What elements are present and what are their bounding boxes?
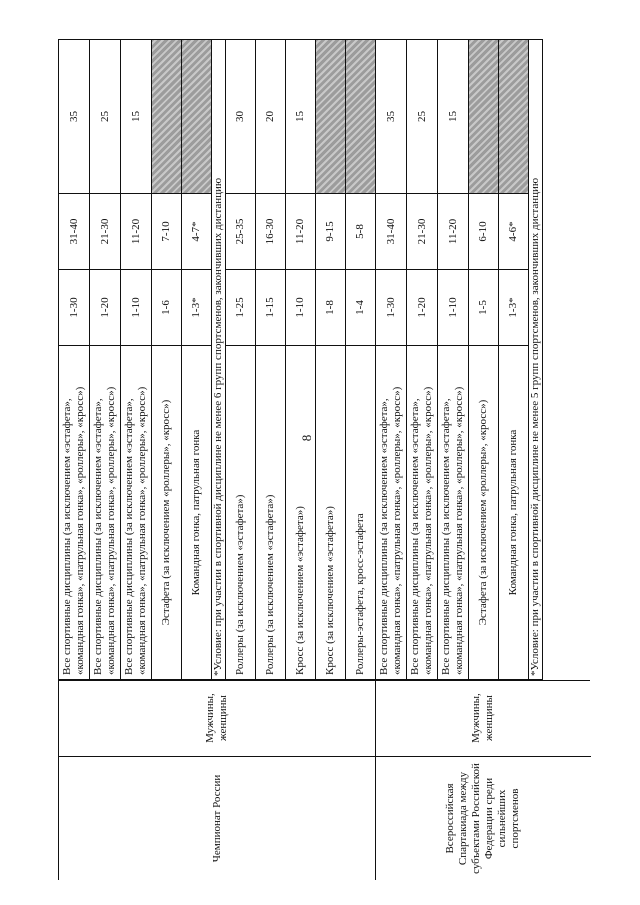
value-cell: 25 bbox=[90, 40, 121, 194]
places-a-cell: 1-30 bbox=[376, 270, 407, 346]
event-column bbox=[58, 680, 590, 880]
table-row bbox=[152, 40, 182, 680]
places-a-cell: 1-10 bbox=[286, 270, 316, 346]
places-b-cell: 11-20 bbox=[438, 194, 469, 270]
shaded-value-cell bbox=[182, 40, 212, 194]
table-row bbox=[499, 40, 529, 680]
shaded-value-cell bbox=[346, 40, 376, 194]
table-row bbox=[376, 40, 407, 680]
event-name-2: Всероссийская Спартакиада между субъектами Российской Федерации среди сильнейших спортсменов bbox=[375, 756, 591, 880]
discipline-cell: Все спортивные дисциплины (за исключением «эстафета», «командная гонка», «патрульная гонка», «роллеры», «кросс») bbox=[59, 346, 90, 680]
places-b-cell: 11-20 bbox=[121, 194, 152, 270]
table-row bbox=[286, 40, 316, 680]
discipline-cell: Все спортивные дисциплины (за исключением «эстафета», «командная гонка», «патрульная гонка», «роллеры», «кросс») bbox=[121, 346, 152, 680]
places-a-cell: 1-20 bbox=[407, 270, 438, 346]
rotated-page-content bbox=[58, 40, 590, 880]
value-cell: 35 bbox=[376, 40, 407, 194]
places-a-cell: 1-10 bbox=[121, 270, 152, 346]
value-cell: 30 bbox=[226, 40, 256, 194]
qualification-table bbox=[58, 40, 590, 880]
places-a-cell: 1-3* bbox=[182, 270, 212, 346]
value-cell: 35 bbox=[59, 40, 90, 194]
places-a-cell: 1-10 bbox=[438, 270, 469, 346]
discipline-cell: Все спортивные дисциплины (за исключением «эстафета», «командная гонка», «патрульная гонка», «роллеры», «кросс») bbox=[90, 346, 121, 680]
discipline-cell: Командная гонка, патрульная гонка bbox=[182, 346, 212, 680]
table-row bbox=[469, 40, 499, 680]
discipline-cell: Эстафета (за исключением «роллеры», «кросс») bbox=[469, 346, 499, 680]
places-b-cell: 7-10 bbox=[152, 194, 182, 270]
condition-note: *Условие: при участии в спортивной дисциплине не менее 5 групп спортсменов, закончивших дистанцию bbox=[529, 40, 543, 680]
places-b-cell: 31-40 bbox=[376, 194, 407, 270]
table-row bbox=[346, 40, 376, 680]
places-b-cell: 6-10 bbox=[469, 194, 499, 270]
places-b-cell: 31-40 bbox=[59, 194, 90, 270]
places-b-cell: 21-30 bbox=[407, 194, 438, 270]
discipline-table bbox=[58, 39, 543, 680]
condition-row bbox=[529, 40, 543, 680]
condition-row bbox=[212, 40, 226, 680]
table-row bbox=[182, 40, 212, 680]
places-a-cell: 1-15 bbox=[256, 270, 286, 346]
discipline-cell: Все спортивные дисциплины (за исключением «эстафета», «командная гонка», «патрульная гонка», «роллеры», «кросс») bbox=[407, 346, 438, 680]
discipline-cell: Роллеры-эстафета, кросс-эстафета bbox=[346, 346, 376, 680]
condition-note: *Условие: при участии в спортивной дисциплине не менее 6 групп спортсменов, закончивших дистанцию bbox=[212, 40, 226, 680]
page-number: 8 bbox=[299, 434, 314, 442]
places-b-cell: 5-8 bbox=[346, 194, 376, 270]
places-a-cell: 1-6 bbox=[152, 270, 182, 346]
places-a-cell: 1-30 bbox=[59, 270, 90, 346]
discipline-cell: Кросс (за исключением «эстафета») bbox=[286, 346, 316, 680]
places-b-cell: 4-7* bbox=[182, 194, 212, 270]
shaded-value-cell bbox=[499, 40, 529, 194]
value-cell: 15 bbox=[121, 40, 152, 194]
gender-2: Мужчины, женщины bbox=[470, 693, 495, 743]
table-row bbox=[407, 40, 438, 680]
discipline-cell: Командная гонка, патрульная гонка bbox=[499, 346, 529, 680]
places-a-cell: 1-5 bbox=[469, 270, 499, 346]
table-row bbox=[121, 40, 152, 680]
places-b-cell: 4-6* bbox=[499, 194, 529, 270]
places-a-cell: 1-20 bbox=[90, 270, 121, 346]
discipline-cell: Эстафета (за исключением «роллеры», «кросс») bbox=[152, 346, 182, 680]
discipline-cell: Роллеры (за исключением «эстафета») bbox=[226, 346, 256, 680]
shaded-value-cell bbox=[316, 40, 346, 194]
table-row bbox=[226, 40, 256, 680]
value-cell: 20 bbox=[256, 40, 286, 194]
event-name-1: Чемпионат России bbox=[59, 756, 375, 880]
places-a-cell: 1-4 bbox=[346, 270, 376, 346]
table-row bbox=[59, 40, 90, 680]
places-a-cell: 1-25 bbox=[226, 270, 256, 346]
value-cell: 15 bbox=[438, 40, 469, 194]
places-b-cell: 16-30 bbox=[256, 194, 286, 270]
discipline-cell: Все спортивные дисциплины (за исключением «эстафета», «командная гонка», «патрульная гонка», «роллеры», «кросс») bbox=[438, 346, 469, 680]
table-row bbox=[90, 40, 121, 680]
places-a-cell: 1-3* bbox=[499, 270, 529, 346]
value-cell: 15 bbox=[286, 40, 316, 194]
places-b-cell: 21-30 bbox=[90, 194, 121, 270]
gender-1: Мужчины, женщины bbox=[204, 693, 229, 743]
discipline-cell: Кросс (за исключением «эстафета») bbox=[316, 346, 346, 680]
discipline-cell: Все спортивные дисциплины (за исключением «эстафета», «командная гонка», «патрульная гонка», «роллеры», «кросс») bbox=[376, 346, 407, 680]
table-row bbox=[316, 40, 346, 680]
shaded-value-cell bbox=[152, 40, 182, 194]
places-b-cell: 25-35 bbox=[226, 194, 256, 270]
places-b-cell: 11-20 bbox=[286, 194, 316, 270]
discipline-cell: Роллеры (за исключением «эстафета») bbox=[256, 346, 286, 680]
shaded-value-cell bbox=[469, 40, 499, 194]
places-a-cell: 1-8 bbox=[316, 270, 346, 346]
table-row bbox=[438, 40, 469, 680]
table-row bbox=[256, 40, 286, 680]
places-b-cell: 9-15 bbox=[316, 194, 346, 270]
value-cell: 25 bbox=[407, 40, 438, 194]
